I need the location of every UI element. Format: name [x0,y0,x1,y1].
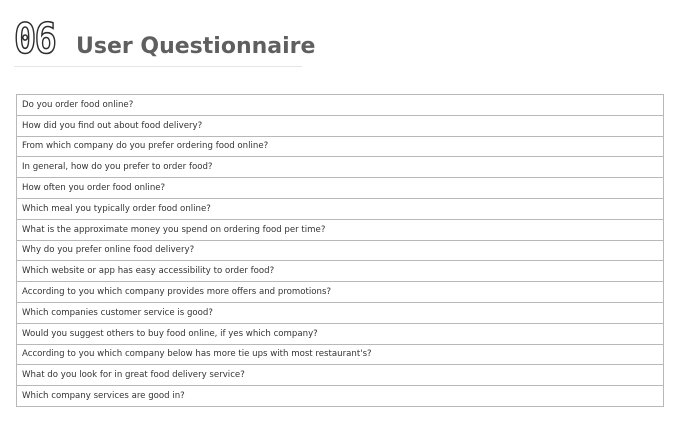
question-cell: According to you which company below has more tie ups with most restaurant's? [17,344,664,365]
question-cell: Why do you prefer online food delivery? [17,240,664,261]
table-row [17,178,664,199]
questionnaire-table [16,94,664,407]
table-row [17,95,664,116]
table-row [17,344,664,365]
table-row [17,386,664,407]
section-number: 06 [14,14,55,63]
table-row [17,365,664,386]
question-cell: How often you order food online? [17,178,664,199]
question-cell: According to you which company provides more offers and promotions? [17,282,664,303]
question-cell: Which meal you typically order food online? [17,198,664,219]
table-row [17,323,664,344]
table-row [17,261,664,282]
question-cell: Which website or app has easy accessibility to order food? [17,261,664,282]
question-cell: Do you order food online? [17,95,664,116]
question-cell: Would you suggest others to buy food online, if yes which company? [17,323,664,344]
question-cell: Which companies customer service is good? [17,302,664,323]
table-row [17,282,664,303]
question-cell: Which company services are good in? [17,386,664,407]
question-cell: What do you look for in great food delivery service? [17,365,664,386]
question-cell: In general, how do you prefer to order food? [17,157,664,178]
table-row [17,198,664,219]
table-row [17,219,664,240]
table-row [17,136,664,157]
question-cell: How did you find out about food delivery? [17,115,664,136]
page-title: User Questionnaire [76,34,316,59]
page-header [14,14,316,67]
table-row [17,157,664,178]
question-cell: What is the approximate money you spend on ordering food per time? [17,219,664,240]
question-cell: From which company do you prefer ordering food online? [17,136,664,157]
table-row [17,302,664,323]
table-row [17,240,664,261]
table-row [17,115,664,136]
